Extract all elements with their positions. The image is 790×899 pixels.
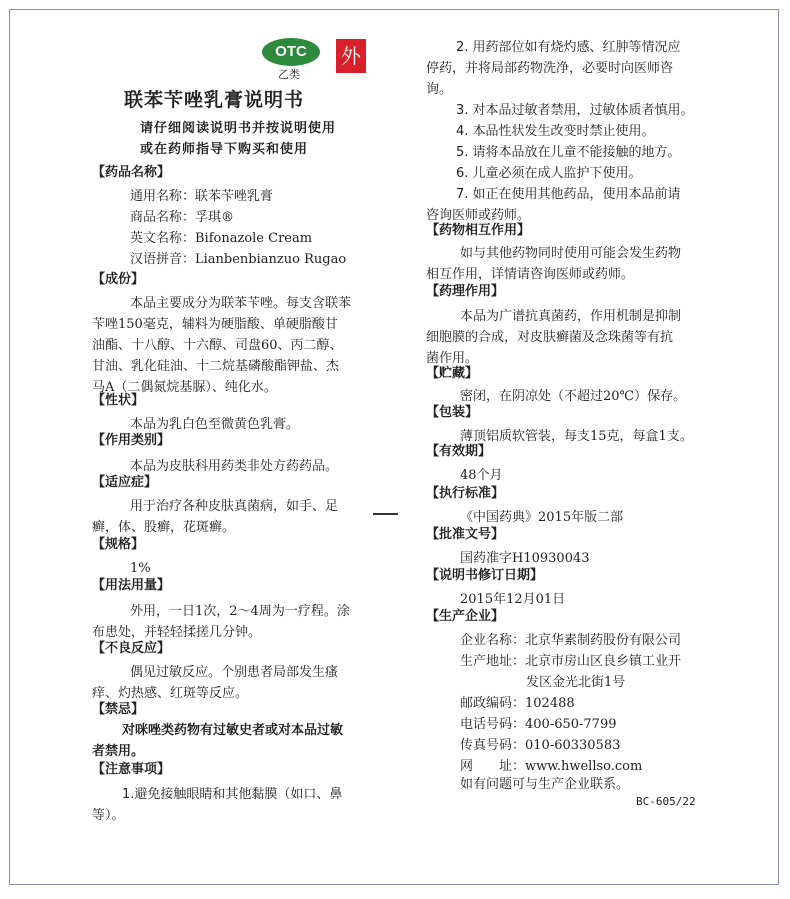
approval-number: 国药准字H10930043 bbox=[460, 551, 590, 566]
category-text: 本品为皮肤科用药类非处方药药品。 bbox=[130, 459, 339, 474]
subtitle-line-2: 或在药师指导下购买和使用 bbox=[140, 142, 309, 157]
otc-class-label: 乙类 bbox=[278, 68, 300, 81]
interactions-line: 相互作用，详情请咨询医师或药师。 bbox=[426, 267, 635, 282]
indications-line: 用于治疗各种皮肤真菌病，如手、足 bbox=[130, 499, 339, 514]
pharmacology-line: 细胞膜的合成，对皮肤癣菌及念珠菌等有抗 bbox=[426, 330, 674, 345]
section-heading-standard: 【执行标准】 bbox=[426, 486, 505, 501]
section-heading-indications: 【适应症】 bbox=[92, 475, 158, 490]
precaution-item-5: 5. 请将本品放在儿童不能接触的地方。 bbox=[456, 145, 681, 160]
section-heading-drug-name: 【药品名称】 bbox=[92, 165, 171, 180]
composition-line: 本品主要成分为联苯苄唑。每支含联苯 bbox=[130, 296, 352, 311]
composition-line: 马A（二偶氮烷基脲）、纯化水。 bbox=[92, 380, 277, 395]
section-heading-approval: 【批准文号】 bbox=[426, 527, 505, 542]
precaution-item-2-cont: 询。 bbox=[426, 82, 453, 97]
subtitle-line-1: 请仔细阅读说明书并按说明使用 bbox=[140, 121, 337, 136]
precaution-item-7: 7. 如正在使用其他药品，使用本品前请 bbox=[456, 187, 681, 202]
precaution-item-3: 3. 对本品过敏者禁用，过敏体质者慎用。 bbox=[456, 103, 694, 118]
section-heading-composition: 【成份】 bbox=[92, 272, 145, 287]
website: 网 址：www.hwellso.com bbox=[460, 759, 643, 774]
external-use-badge: 外 bbox=[336, 39, 366, 73]
precaution-item-4: 4. 本品性状发生改变时禁止使用。 bbox=[456, 124, 655, 139]
composition-line: 油酯、十八醇、十六醇、司盘60、丙二醇、 bbox=[92, 338, 343, 353]
section-heading-expiry: 【有效期】 bbox=[426, 444, 492, 459]
packaging-text: 薄顶铝质软管装，每支15克，每盒1支。 bbox=[460, 429, 693, 444]
section-heading-specification: 【规格】 bbox=[92, 537, 145, 552]
storage-text: 密闭，在阴凉处（不超过20℃）保存。 bbox=[460, 389, 687, 404]
composition-line: 甘油、乳化硅油、十二烷基磷酸酯钾盐、杰 bbox=[92, 359, 340, 374]
section-heading-packaging: 【包装】 bbox=[426, 405, 479, 420]
contact-note: 如有问题可与生产企业联系。 bbox=[460, 777, 630, 792]
section-heading-pharmacology: 【药理作用】 bbox=[426, 284, 505, 299]
phone-number: 电话号码：400-650-7799 bbox=[460, 717, 617, 732]
precaution-item-2: 2. 用药部位如有烧灼感、红肿等情况应 bbox=[456, 40, 681, 55]
precaution-item-6: 6. 儿童必须在成人监护下使用。 bbox=[456, 166, 642, 181]
section-heading-category: 【作用类别】 bbox=[92, 433, 171, 448]
column-divider bbox=[373, 513, 398, 515]
section-heading-adverse-reactions: 【不良反应】 bbox=[92, 641, 171, 656]
precaution-item-7-cont: 咨询医师或药师。 bbox=[426, 208, 531, 223]
section-heading-contraindications: 【禁忌】 bbox=[92, 702, 145, 717]
contraindications-line: 者禁用。 bbox=[92, 744, 145, 759]
company-address-cont: 发区金光北街1号 bbox=[526, 675, 626, 690]
standard-text: 《中国药典》2015年版二部 bbox=[460, 510, 624, 525]
section-heading-interactions: 【药物相互作用】 bbox=[426, 223, 531, 238]
adverse-reactions-line: 偶见过敏反应。个别患者局部发生瘙 bbox=[130, 665, 339, 680]
dosage-line: 外用，一日1次，2～4周为一疗程。涂 bbox=[130, 604, 350, 619]
section-heading-dosage: 【用法用量】 bbox=[92, 578, 171, 593]
properties-text: 本品为乳白色至微黄色乳膏。 bbox=[130, 417, 300, 432]
company-address: 生产地址：北京市房山区良乡镇工业开 bbox=[460, 654, 682, 669]
trade-name: 商品名称：孚琪® bbox=[130, 210, 235, 225]
pharmacology-line: 菌作用。 bbox=[426, 351, 479, 366]
document-title: 联苯苄唑乳膏说明书 bbox=[124, 89, 305, 111]
document-code: BC-605/22 bbox=[636, 795, 696, 808]
generic-name: 通用名称：联苯苄唑乳膏 bbox=[130, 189, 274, 204]
section-heading-manufacturer: 【生产企业】 bbox=[426, 609, 505, 624]
composition-line: 苄唑150毫克，辅料为硬脂酸、单硬脂酸甘 bbox=[92, 317, 338, 332]
section-heading-storage: 【贮藏】 bbox=[426, 366, 479, 381]
adverse-reactions-line: 痒、灼热感、红斑等反应。 bbox=[92, 686, 249, 701]
fax-number: 传真号码：010-60330583 bbox=[460, 738, 621, 753]
pinyin-name: 汉语拼音：Lianbenbianzuo Rugao bbox=[130, 252, 347, 267]
contraindications-line: 对咪唑类药物有过敏史者或对本品过敏 bbox=[122, 723, 344, 738]
precautions-line: 等）。 bbox=[92, 808, 125, 823]
specification-text: 1% bbox=[130, 561, 151, 576]
company-name: 企业名称：北京华素制药股份有限公司 bbox=[460, 633, 682, 648]
revision-date: 2015年12月01日 bbox=[460, 592, 566, 607]
section-heading-revision-date: 【说明书修订日期】 bbox=[426, 568, 544, 583]
expiry-text: 48个月 bbox=[460, 468, 503, 483]
precautions-line: 1.避免接触眼睛和其他黏膜（如口、鼻 bbox=[122, 787, 343, 802]
interactions-line: 如与其他药物同时使用可能会发生药物 bbox=[460, 246, 682, 261]
section-heading-properties: 【性状】 bbox=[92, 393, 145, 408]
postal-code: 邮政编码：102488 bbox=[460, 696, 575, 711]
indications-line: 癣，体、股癣，花斑癣。 bbox=[92, 520, 236, 535]
pharmacology-line: 本品为广谱抗真菌药，作用机制是抑制 bbox=[460, 309, 682, 324]
section-heading-precautions: 【注意事项】 bbox=[92, 762, 171, 777]
dosage-line: 布患处，并轻轻揉搓几分钟。 bbox=[92, 625, 262, 640]
otc-badge: OTC bbox=[262, 38, 320, 66]
precaution-item-2-cont: 停药，并将局部药物洗净，必要时向医师咨 bbox=[426, 61, 674, 76]
english-name: 英文名称：Bifonazole Cream bbox=[130, 231, 313, 246]
